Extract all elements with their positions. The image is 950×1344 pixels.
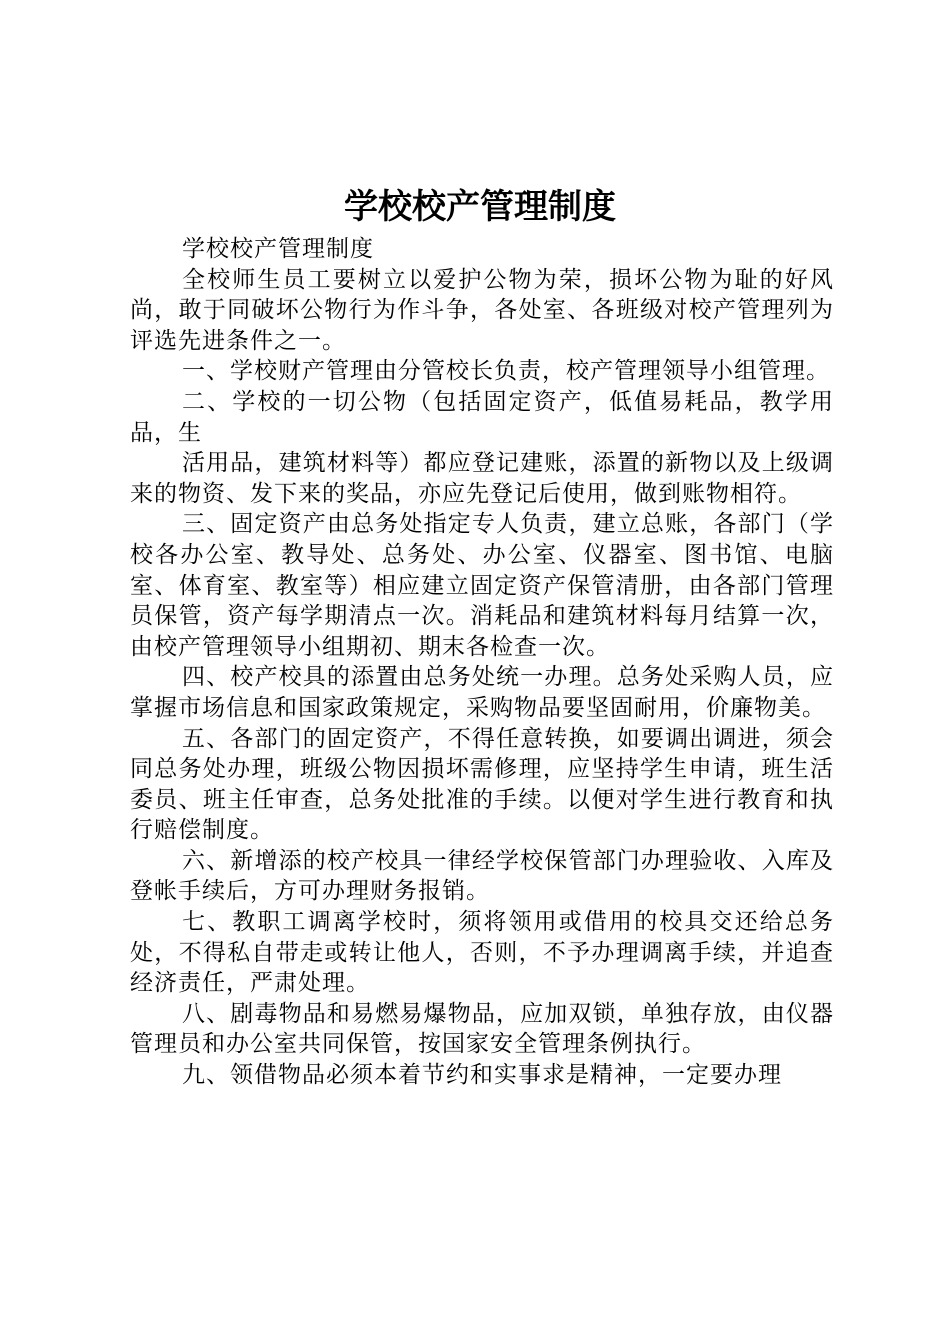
- paragraph-item-1: 一、学校财产管理由分管校长负责，校产管理领导小组管理。: [182, 358, 830, 385]
- paragraph-item-4: 四、校产校具的添置由总务处统一办理。总务处采购人员，应掌握市场信息和国家政策规定，采购物品要坚固耐用，价廉物美。: [130, 664, 834, 721]
- document-body: [130, 234, 834, 1091]
- paragraph-item-2: 二、学校的一切公物（包括固定资产，低值易耗品，教学用品，生: [130, 388, 834, 446]
- paragraph-subtitle: 学校校产管理制度: [182, 236, 374, 262]
- paragraph-item-6: 六、新增添的校产校具一律经学校保管部门办理验收、入库及登帐手续后，方可办理财务报销。: [130, 847, 834, 905]
- paragraph-item-9: 九、领借物品必须本着节约和实事求是精神，一定要办理: [182, 1062, 782, 1089]
- paragraph-item-5: 五、各部门的固定资产，不得任意转换，如要调出调进，须会同总务处办理，班级公物因损坏需修理，应坚持学生申请，班生活委员、班主任审查，总务处批准的手续。以便对学生进行教育和执行赔偿制度。: [130, 725, 834, 844]
- paragraph-item-8: 八、剧毒物品和易燃易爆物品，应加双锁，单独存放，由仪器管理员和办公室共同保管，按国家安全管理条例执行。: [130, 1000, 834, 1058]
- paragraph-item-3: 三、固定资产由总务处指定专人负责，建立总账，各部门（学校各办公室、教导处、总务处、办公室、仪器室、图书馆、电脑室、体育室、教室等）相应建立固定资产保管清册，由各部门管理员保管，资产每学期清点一次。消耗品和建筑材料每月结算一次，由校产管理领导小组期初、期末各检查一次。: [130, 511, 834, 660]
- paragraph-item-7: 七、教职工调离学校时，须将领用或借用的校具交还给总务处，不得私自带走或转让他人，否则，不予办理调离手续，并追查经济责任，严肃处理。: [130, 909, 834, 997]
- document-title: 学校校产管理制度: [344, 187, 616, 227]
- paragraph-item-2-continued: 活用品，建筑材料等）都应登记建账，添置的新物以及上级调来的物资、发下来的奖品，亦应先登记后使用，做到账物相符。: [130, 450, 834, 507]
- paragraph-intro: 全校师生员工要树立以爱护公物为荣，损坏公物为耻的好风尚，敢于同破坏公物行为作斗争，各处室、各班级对校产管理列为评选先进条件之一。: [130, 266, 834, 354]
